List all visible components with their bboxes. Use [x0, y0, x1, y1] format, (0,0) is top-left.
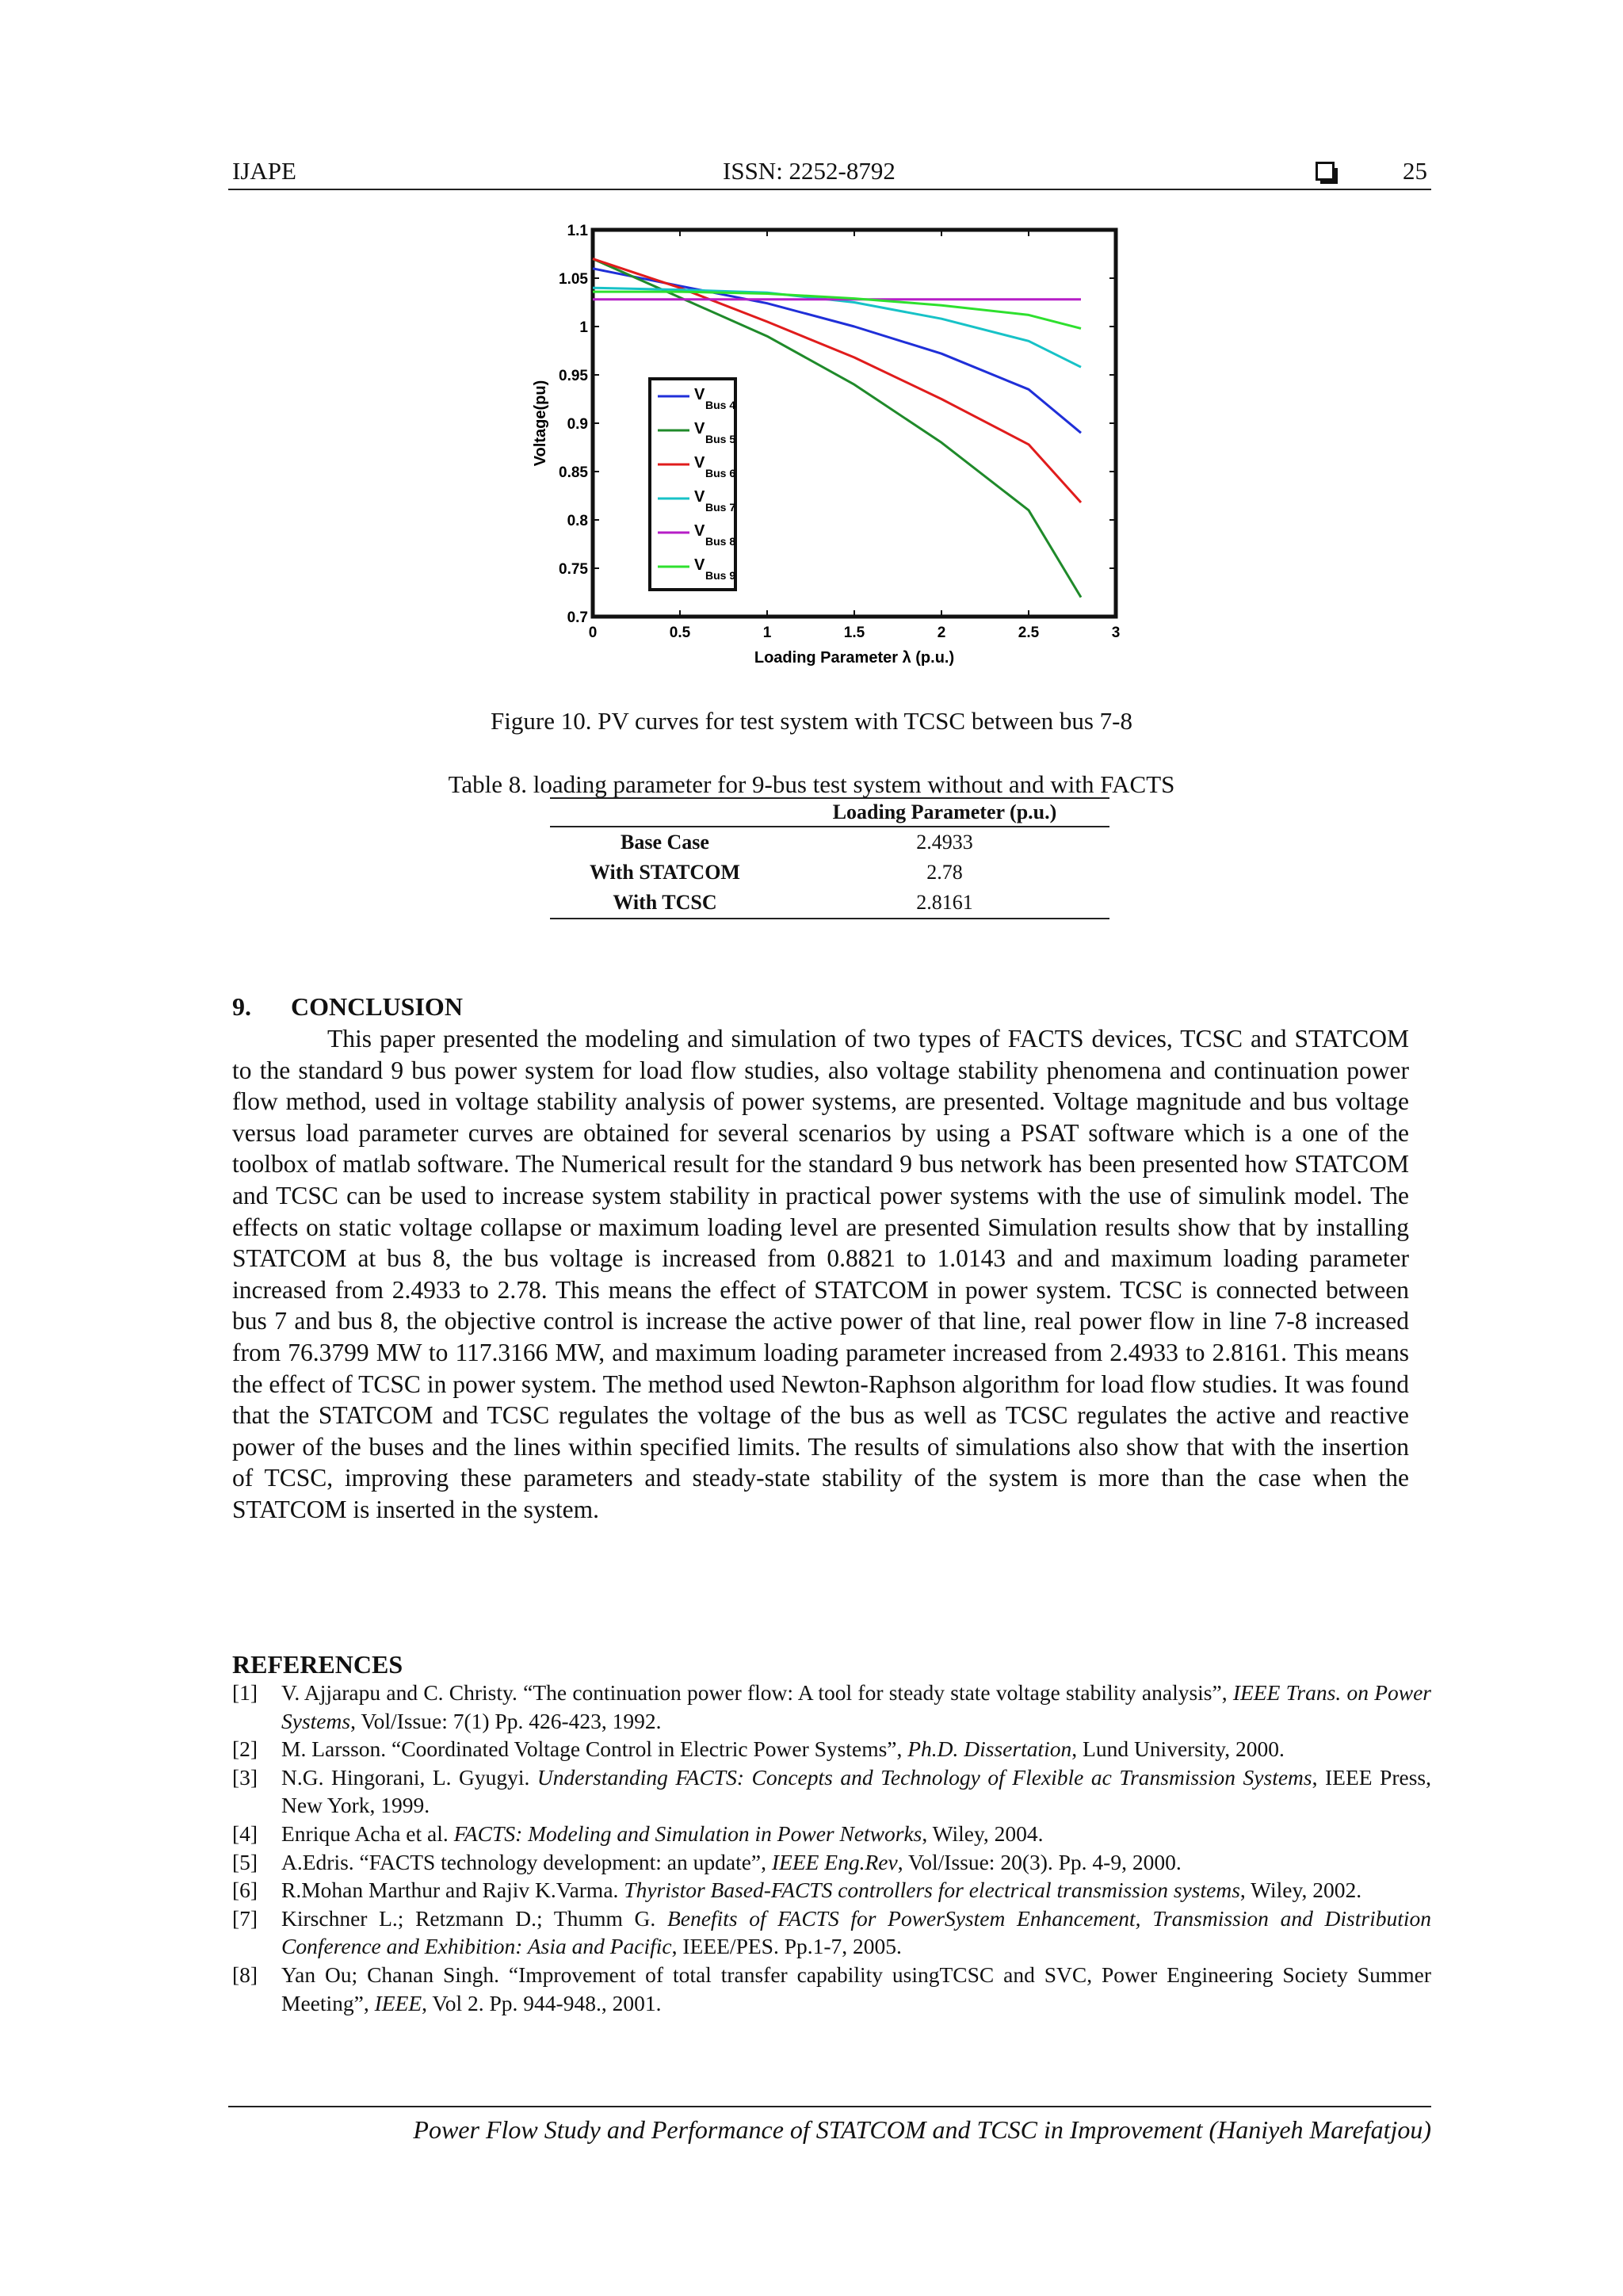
- reference-text: [281, 1735, 1431, 1763]
- section-number: 9.: [232, 992, 251, 1021]
- legend-label-sub: Bus 9: [705, 569, 736, 582]
- reference-source: Benefits of FACTS for PowerSystem Enhancement, Transmission and Distribution Conference and Exhibition: Asia and Pacific: [281, 1905, 1431, 1959]
- row-label: With STATCOM: [590, 861, 740, 884]
- reference-details: , IEEE/PES. Pp.1-7, 2005.: [671, 1934, 902, 1959]
- y-tick-label: 1.1: [567, 223, 588, 239]
- legend-label: V: [694, 386, 705, 403]
- reference-number: [3]: [232, 1764, 258, 1790]
- reference-source: Ph.D. Dissertation: [907, 1736, 1072, 1762]
- y-tick-label: 0.95: [559, 368, 588, 384]
- section-title: CONCLUSION: [291, 992, 463, 1021]
- reference-details: , IEEE Press, New York, 1999.: [281, 1764, 1431, 1818]
- reference-text: [281, 1961, 1431, 2017]
- reference-source: IEEE: [374, 1990, 422, 2015]
- section-heading: [232, 991, 463, 1022]
- reference-number: [2]: [232, 1736, 258, 1762]
- chart-legend: [650, 379, 735, 590]
- reference-number: [5]: [232, 1849, 258, 1874]
- reference-source: IEEE Eng.Rev: [771, 1849, 898, 1874]
- reference-source: FACTS: Modeling and Simulation in Power Networks: [453, 1820, 922, 1846]
- legend-label-sub: Bus 7: [705, 501, 736, 514]
- reference-item: [232, 1876, 1431, 1904]
- x-tick-label: 2.5: [1018, 625, 1040, 641]
- y-tick-label: 0.7: [567, 609, 588, 626]
- conclusion-paragraph: [232, 1023, 1409, 1526]
- reference-item: [232, 1735, 1431, 1763]
- x-axis-label: Loading Parameter λ (p.u.): [754, 649, 955, 667]
- row-label: Base Case: [621, 831, 709, 854]
- reference-authors: Kirschner L.; Retzmann D.; Thumm G.: [281, 1905, 667, 1931]
- header-rule: [228, 189, 1431, 190]
- reference-details: , Vol/Issue: 7(1) Pp. 426-423, 1992.: [350, 1708, 662, 1733]
- reference-item: [232, 1961, 1431, 2017]
- reference-number: [4]: [232, 1820, 258, 1846]
- y-tick-label: 0.8: [567, 513, 588, 529]
- reference-source: Thyristor Based-FACTS controllers for electrical transmission systems: [624, 1878, 1240, 1903]
- reference-text: [281, 1848, 1431, 1877]
- x-tick-label: 3: [1111, 625, 1121, 641]
- legend-label: V: [694, 488, 705, 506]
- y-tick-label: 0.75: [559, 561, 588, 578]
- reference-authors: A.Edris. “FACTS technology development: an update”,: [281, 1849, 772, 1874]
- reference-authors: V. Ajjarapu and C. Christy. “The continuation power flow: A tool for steady state voltage stability analysis”,: [281, 1680, 1233, 1705]
- reference-authors: R.Mohan Marthur and Rajiv K.Varma.: [281, 1878, 624, 1903]
- reference-authors: N.G. Hingorani, L. Gyugyi.: [281, 1764, 537, 1790]
- reference-item: [232, 1820, 1431, 1848]
- reference-text: [281, 1876, 1431, 1904]
- reference-text: [281, 1820, 1431, 1848]
- legend-label: V: [694, 454, 705, 472]
- page-number: 25: [1403, 157, 1427, 185]
- y-tick-label: 0.85: [559, 464, 588, 481]
- reference-text: [281, 1904, 1431, 1961]
- pv-curve-chart: [531, 214, 1133, 674]
- reference-text: [281, 1679, 1431, 1735]
- table-column-header: Loading Parameter (p.u.): [780, 798, 1109, 827]
- reference-list: [232, 1679, 1431, 2017]
- reference-item: [232, 1763, 1431, 1820]
- legend-label: V: [694, 556, 705, 574]
- reference-text: [281, 1763, 1431, 1820]
- legend-label-sub: Bus 6: [705, 467, 736, 479]
- legend-label: V: [694, 522, 705, 540]
- reference-source: Understanding FACTS: Concepts and Technology of Flexible ac Transmission Systems: [537, 1764, 1312, 1790]
- table-caption: Table 8. loading parameter for 9-bus test system without and with FACTS: [448, 770, 1175, 798]
- figure-caption: Figure 10. PV curves for test system with TCSC between bus 7-8: [491, 707, 1132, 735]
- x-tick-label: 0.5: [669, 625, 691, 641]
- references-heading: REFERENCES: [232, 1650, 403, 1679]
- reference-source: IEEE Trans. on Power Systems: [281, 1680, 1431, 1733]
- y-tick-label: 1: [579, 319, 588, 336]
- table-header-empty: [550, 798, 780, 827]
- x-tick-label: 1.5: [843, 625, 865, 641]
- table-row: [550, 827, 1109, 858]
- row-value: 2.4933: [916, 831, 973, 854]
- reference-number: [7]: [232, 1905, 258, 1931]
- reference-item: [232, 1848, 1431, 1877]
- reference-details: , Vol 2. Pp. 944-948., 2001.: [422, 1990, 662, 2015]
- row-value: 2.8161: [780, 888, 1109, 919]
- y-tick-label: 1.05: [559, 271, 588, 288]
- legend-label-sub: Bus 4: [705, 399, 736, 411]
- row-label: With TCSC: [550, 888, 780, 919]
- y-axis-label: Voltage(pu): [532, 380, 549, 467]
- issn: ISSN: 2252-8792: [723, 157, 896, 185]
- table-row: [550, 888, 1109, 919]
- x-tick-label: 1: [762, 625, 772, 641]
- pv-curve-figure: [531, 214, 1133, 674]
- box-icon: [1316, 155, 1335, 187]
- x-tick-label: 0: [588, 625, 598, 641]
- reference-details: , Vol/Issue: 20(3). Pp. 4-9, 2000.: [897, 1849, 1182, 1874]
- reference-item: [232, 1679, 1431, 1735]
- reference-number: [8]: [232, 1962, 258, 1987]
- reference-details: , Lund University, 2000.: [1071, 1736, 1285, 1762]
- reference-item: [232, 1904, 1431, 1961]
- legend-label-sub: Bus 5: [705, 433, 736, 445]
- conclusion-text: This paper presented the modeling and simulation of two types of FACTS devices, TCSC and STATCOM to the standard 9 bus power system for load flow studies, also voltage stability phenomena and continuation power flow method, used in voltage stability analysis of power systems, are presented. Voltage magnitude and bus voltage versus load parameter curves are obtained for several scenarios by using a PSAT software which is a one of the toolbox of matlab software. The Numerical result for the standard 9 bus network has been presented how STATCOM and TCSC can be used to increase system stability in practical power systems with the use of simulink model. The effects on static voltage collapse or maximum loading level are presented Simulation results show that by installing STATCOM at bus 8, the bus voltage is increased from 0.8821 to 1.0143 and and maximum loading parameter increased from 2.4933 to 2.78. This means the effect of STATCOM in power system. TCSC is connected between bus 7 and bus 8, the objective control is increase the active power of that line, real power flow in line 7-8 increased from 76.3799 MW to 117.3166 MW, and maximum loading parameter increased from 2.4933 to 2.8161. This means the effect of TCSC in power system. The method used Newton-Raphson algorithm for load flow studies. It was found that the STATCOM and TCSC regulates the voltage of the bus as well as TCSC regulates the active and reactive power of the buses and the lines within specified limits. The results of simulations also show that with the insertion of TCSC, improving these parameters and steady-state stability of the system is more than the case when the STATCOM is inserted in the system.: [232, 1025, 1409, 1523]
- x-tick-label: 2: [937, 625, 946, 641]
- reference-details: , Wiley, 2004.: [922, 1820, 1044, 1846]
- legend-label-sub: Bus 8: [705, 535, 736, 548]
- loading-parameter-table: [550, 797, 1109, 919]
- footer-title: Power Flow Study and Performance of STATCOM and TCSC in Improvement (Haniyeh Marefatjou): [413, 2115, 1431, 2144]
- legend-label: V: [694, 420, 705, 437]
- reference-authors: Yan Ou; Chanan Singh. “Improvement of total transfer capability usingTCSC and SVC, Power Engineering Society Summer Meeting”,: [281, 1962, 1431, 2015]
- row-value: 2.78: [926, 861, 963, 884]
- reference-authors: M. Larsson. “Coordinated Voltage Control in Electric Power Systems”,: [281, 1736, 908, 1762]
- reference-number: [6]: [232, 1878, 258, 1903]
- reference-authors: Enrique Acha et al.: [281, 1820, 454, 1846]
- footer-rule: [228, 2106, 1431, 2107]
- reference-details: , Wiley, 2002.: [1239, 1878, 1362, 1903]
- journal-name: IJAPE: [232, 157, 296, 185]
- y-tick-label: 0.9: [567, 416, 588, 433]
- reference-number: [1]: [232, 1680, 258, 1705]
- table-row: [550, 858, 1109, 888]
